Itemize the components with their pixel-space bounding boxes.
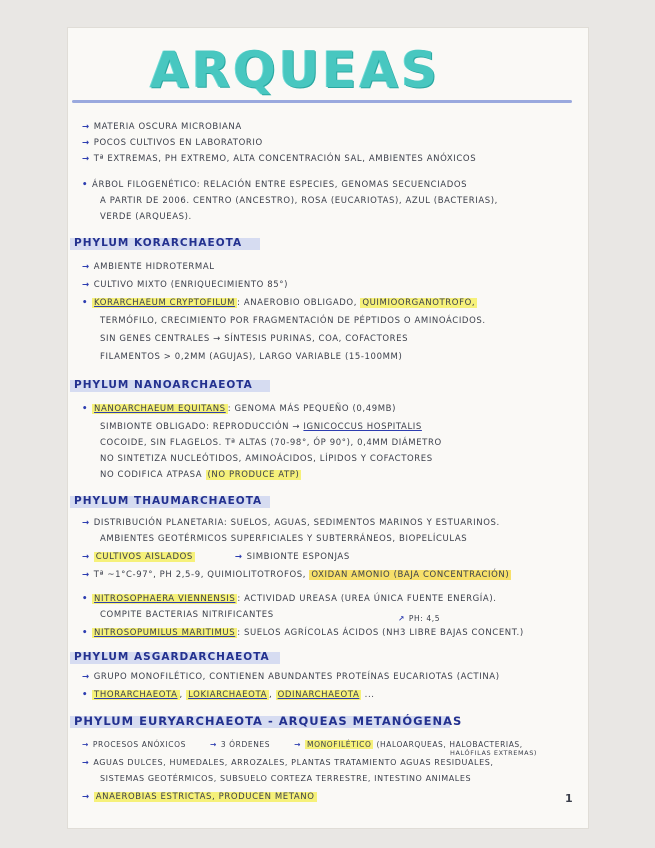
thaum-line-6: COMPITE BACTERIAS NITRIFICANTES xyxy=(100,610,274,620)
intro-line-5: A PARTIR DE 2006. CENTRO (ANCESTRO), ROSA (EUCARIOTAS), AZUL (BACTERIAS), xyxy=(100,196,498,206)
thaum-line-4: → Tª ~1°C-97°, PH 2,5-9, QUIMIOLITOTROFOS, OXIDAN AMONIO (BAJA CONCENTRACIÓN) xyxy=(82,570,510,580)
eury-line-1: → PROCESOS ANÓXICOS → 3 ÓRDENES → MONOFILÉTICO (HALOARQUEAS, HALOBACTERIAS, xyxy=(82,740,523,749)
nano-line-3: COCOIDE, SIN FLAGELOS. Tª ALTAS (70-98°, ÓP 90°), 0,4MM DIÁMETRO xyxy=(100,438,442,448)
title-underline xyxy=(72,100,572,103)
arrow-icon: → xyxy=(234,552,243,562)
intro-line-1: → MATERIA OSCURA MICROBIANA xyxy=(82,122,242,132)
arrow-icon: → xyxy=(82,672,90,682)
arrow-icon: ↗ xyxy=(398,614,405,623)
kor-line-3: • KORARCHAEUM CRYPTOFILUM : ANAEROBIO OBLIGADO, QUIMIOORGANOTROFO, xyxy=(82,298,476,308)
arrow-icon: → xyxy=(82,792,90,802)
bullet-icon: • xyxy=(82,180,89,190)
arrow-icon: → xyxy=(82,138,90,148)
intro-line-4: • ÁRBOL FILOGENÉTICO: RELACIÓN ENTRE ESPECIES, GENOMAS SECUENCIADOS xyxy=(82,180,468,190)
arrow-icon: → xyxy=(82,570,90,580)
nano-line-5: NO CODIFICA ATPASA (NO PRODUCE ATP) xyxy=(100,470,300,480)
arrow-icon: → xyxy=(82,280,90,290)
thaum-line-3: → CULTIVOS AISLADOS → SIMBIONTE ESPONJAS xyxy=(82,552,350,562)
section-header-korarchaeota: PHYLUM KORARCHAEOTA xyxy=(74,236,242,251)
kor-line-4: TERMÓFILO, CRECIMIENTO POR FRAGMENTACIÓN DE PÉPTIDOS O AMINOÁCIDOS. xyxy=(100,316,486,326)
thaum-ph-note: ↗ PH: 4,5 xyxy=(398,614,441,623)
bullet-icon: • xyxy=(82,628,89,638)
page-number: 1 xyxy=(565,792,573,805)
bullet-icon: • xyxy=(82,690,89,700)
arrow-icon: → xyxy=(209,740,217,749)
kor-line-6: FILAMENTOS > 0,2ΜM (AGUJAS), LARGO VARIABLE (15-100ΜM) xyxy=(100,352,403,362)
arrow-icon: → xyxy=(82,758,90,767)
page-title: ARQUEAS xyxy=(150,41,441,99)
arrow-icon: → xyxy=(82,122,90,132)
nano-line-2: SIMBIONTE OBLIGADO: REPRODUCCIÓN → IGNICOCCUS HOSPITALIS xyxy=(100,422,422,432)
arrow-icon: → xyxy=(82,262,90,272)
eury-line-1-cont: HALÓFILAS EXTREMAS) xyxy=(450,749,538,757)
nano-line-4: NO SINTETIZA NUCLEÓTIDOS, AMINOÁCIDOS, LÍPIDOS Y COFACTORES xyxy=(100,454,433,464)
thaum-line-1: → DISTRIBUCIÓN PLANETARIA: SUELOS, AGUAS, SEDIMENTOS MARINOS Y ESTUARINOS. xyxy=(82,518,500,528)
intro-line-2: → POCOS CULTIVOS EN LABORATORIO xyxy=(82,138,263,148)
bullet-icon: • xyxy=(82,404,89,414)
eury-line-2: → AGUAS DULCES, HUMEDALES, ARROZALES, PLANTAS TRATAMIENTO AGUAS RESIDUALES, xyxy=(82,758,494,767)
thaum-line-7: • NITROSOPUMILUS MARITIMUS : SUELOS AGRÍCOLAS ÁCIDOS (NH3 LIBRE BAJAS CONCENT.) xyxy=(82,628,524,638)
arrow-icon: → xyxy=(82,154,90,164)
kor-line-1: → AMBIENTE HIDROTERMAL xyxy=(82,262,215,272)
kor-line-5: SIN GENES CENTRALES → SÍNTESIS PURINAS, COA, COFACTORES xyxy=(100,334,409,344)
asgard-line-2: • THORARCHAEOTA , LOKIARCHAEOTA , ODINARCHAEOTA ... xyxy=(82,690,375,700)
asgard-line-1: → GRUPO MONOFILÉTICO, CONTIENEN ABUNDANTES PROTEÍNAS EUCARIOTAS (ACTINA) xyxy=(82,672,500,682)
kor-line-2: → CULTIVO MIXTO (ENRIQUECIMIENTO 85°) xyxy=(82,280,289,290)
bullet-icon: • xyxy=(82,298,89,308)
bullet-icon: • xyxy=(82,594,89,604)
eury-line-3: SISTEMAS GEOTÉRMICOS, SUBSUELO CORTEZA TERRESTRE, INTESTINO ANIMALES xyxy=(100,774,472,783)
intro-line-6: VERDE (ARQUEAS). xyxy=(100,212,192,222)
arrow-icon: → xyxy=(82,518,90,528)
section-header-nanoarchaeota: PHYLUM NANOARCHAEOTA xyxy=(74,378,253,393)
nano-line-1: • NANOARCHAEUM EQUITANS : GENOMA MÁS PEQUEÑO (0,49MB) xyxy=(82,404,397,414)
section-header-asgardarchaeota: PHYLUM ASGARDARCHAEOTA xyxy=(74,650,270,665)
eury-line-4: → ANAEROBIAS ESTRICTAS, PRODUCEN METANO xyxy=(82,792,315,802)
section-header-euryarchaeota: PHYLUM EURYARCHAEOTA - ARQUEAS METANÓGENAS xyxy=(74,714,462,729)
thaum-line-2: AMBIENTES GEOTÉRMICOS SUPERFICIALES Y SUBTERRÁNEOS, BIOPELÍCULAS xyxy=(100,534,468,544)
arrow-icon: → xyxy=(82,740,89,749)
intro-line-3: → Tª EXTREMAS, PH EXTREMO, ALTA CONCENTRACIÓN SAL, AMBIENTES ANÓXICOS xyxy=(82,154,477,164)
arrow-icon: → xyxy=(82,552,90,562)
section-header-thaumarchaeota: PHYLUM THAUMARCHAEOTA xyxy=(74,494,262,509)
arrow-icon: → xyxy=(294,740,302,749)
thaum-line-5: • NITROSOPHAERA VIENNENSIS : ACTIVIDAD UREASA (UREA ÚNICA FUENTE ENERGÍA). xyxy=(82,594,497,604)
